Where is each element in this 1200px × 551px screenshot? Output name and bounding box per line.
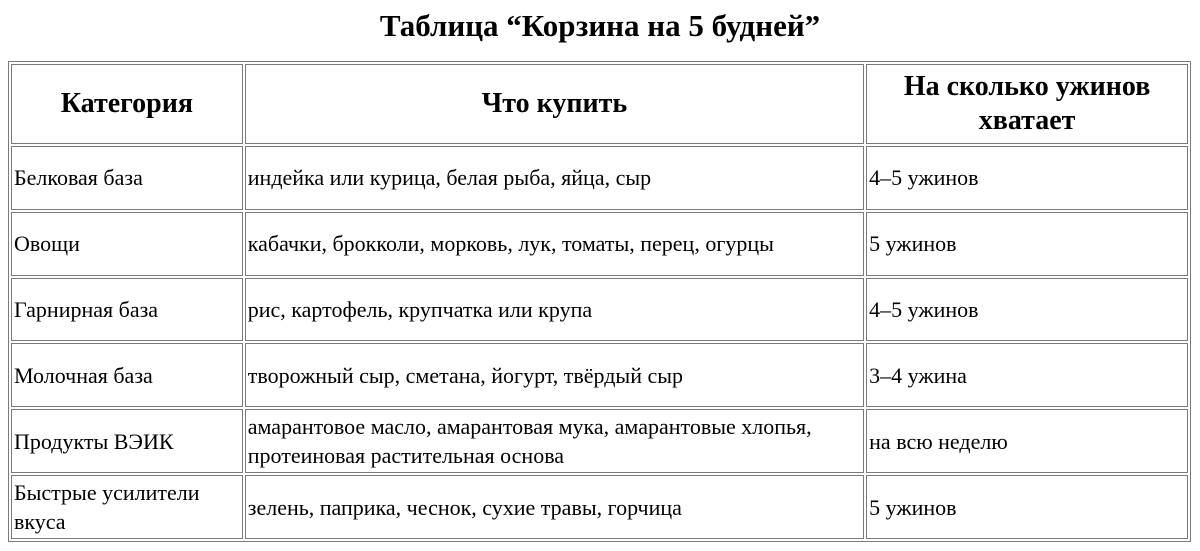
table-header-row xyxy=(11,64,1188,144)
table-row xyxy=(11,409,1188,473)
cell-dinners-count: 4–5 ужинов xyxy=(866,278,1188,342)
cell-dinners-count: на всю неделю xyxy=(866,409,1188,473)
table-row xyxy=(11,278,1188,342)
cell-what-to-buy: индейка или курица, белая рыба, яйца, сыр xyxy=(245,146,864,210)
table-row xyxy=(11,475,1188,539)
header-category: Категория xyxy=(11,64,243,144)
cell-category: Гарнирная база xyxy=(11,278,243,342)
cell-category: Молочная база xyxy=(11,343,243,407)
cell-what-to-buy: кабачки, брокколи, морковь, лук, томаты, перец, огурцы xyxy=(245,212,864,276)
cell-category: Продукты ВЭИК xyxy=(11,409,243,473)
cell-dinners-count: 5 ужинов xyxy=(866,475,1188,539)
cell-what-to-buy: творожный сыр, сметана, йогурт, твёрдый сыр xyxy=(245,343,864,407)
cell-dinners-count: 4–5 ужинов xyxy=(866,146,1188,210)
table-row xyxy=(11,146,1188,210)
cell-what-to-buy: рис, картофель, крупчатка или крупа xyxy=(245,278,864,342)
cell-category: Белковая база xyxy=(11,146,243,210)
basket-table xyxy=(8,61,1191,542)
table-row xyxy=(11,212,1188,276)
cell-what-to-buy: амарантовое масло, амарантовая мука, амарантовые хлопья, протеиновая растительная основа xyxy=(245,409,864,473)
cell-dinners-count: 3–4 ужина xyxy=(866,343,1188,407)
cell-category: Овощи xyxy=(11,212,243,276)
table-row xyxy=(11,343,1188,407)
cell-category: Быстрые усилители вкуса xyxy=(11,475,243,539)
cell-what-to-buy: зелень, паприка, чеснок, сухие травы, горчица xyxy=(245,475,864,539)
page-title: Таблица “Корзина на 5 будней” xyxy=(379,8,821,43)
header-what-to-buy: Что купить xyxy=(245,64,864,144)
cell-dinners-count: 5 ужинов xyxy=(866,212,1188,276)
header-dinners-count: На сколько ужинов хватает xyxy=(866,64,1188,144)
